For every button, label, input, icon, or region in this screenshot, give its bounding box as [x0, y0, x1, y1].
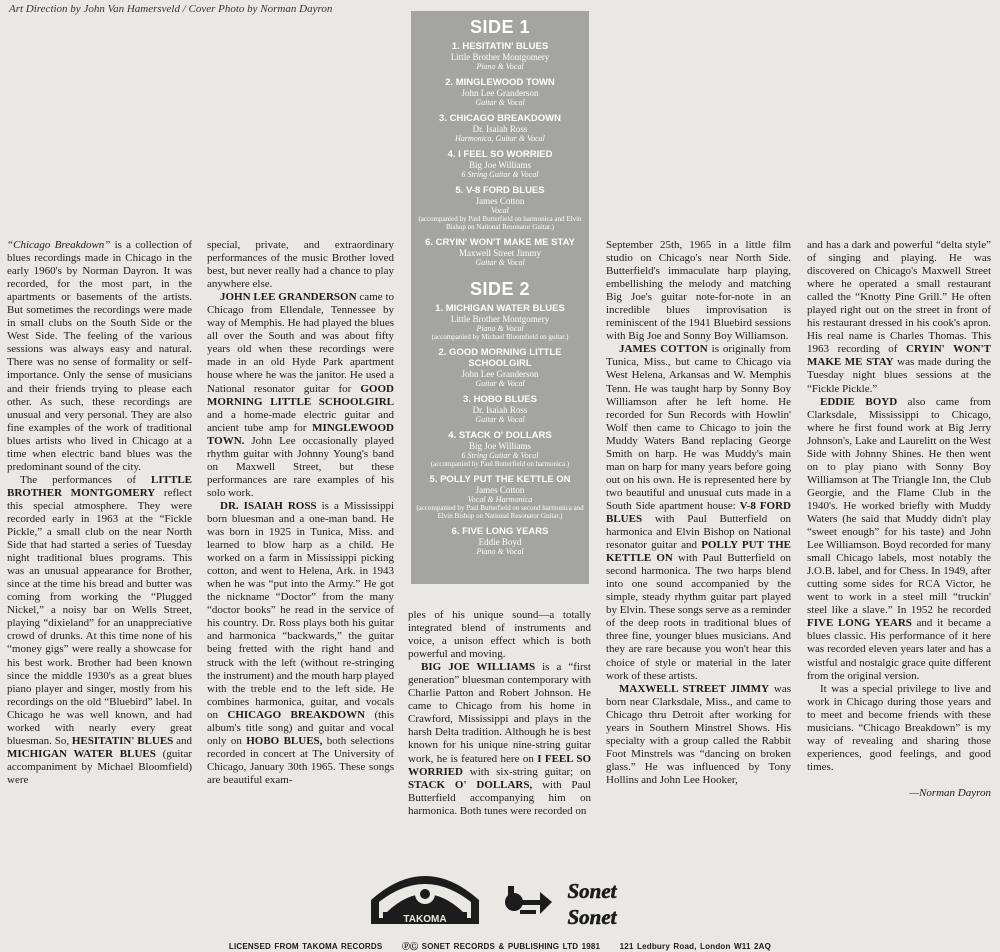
- track-item: [411, 347, 589, 388]
- track-instrument: Piano & Vocal: [476, 62, 524, 71]
- track-instrument: Guitar & Vocal: [475, 379, 525, 388]
- paragraph: MAXWELL STREET JIMMY was born near Clarksdale, Miss., and came to Chicago thru Detroit after working for years in Southern Minstrel Shows. His specialty with a group called the Rabbit Foot Minstrels was “dancing on broken glass.” He was influenced by Tony Hollins and John Lee Hooker,: [606, 682, 792, 786]
- track-instrument: Piano & Vocal: [476, 547, 524, 556]
- track-title: 4. STACK O' DOLLARS: [448, 430, 552, 441]
- track-note: (accompanied by Paul Butterfield on harmonica.): [430, 460, 570, 468]
- track-item: [411, 526, 589, 556]
- side-1-heading: SIDE 1: [469, 17, 531, 37]
- track-instrument: Guitar & Vocal: [475, 415, 525, 424]
- track-artist: Eddie Boyd: [478, 537, 522, 547]
- track-item: [411, 77, 589, 107]
- track-note: (accompanied by Michael Bloomfield on guitar.): [431, 333, 569, 341]
- sonet-wordmark: Sonet: [567, 905, 617, 929]
- track-title: 1. MICHIGAN WATER BLUES: [435, 303, 565, 314]
- track-artist: John Lee Granderson: [461, 369, 539, 379]
- track-item: [411, 474, 589, 520]
- track-title: 1. HESITATIN' BLUES: [451, 41, 549, 52]
- track-item: [411, 113, 589, 143]
- sonet-logo: [500, 876, 630, 932]
- takoma-logo: [365, 866, 485, 928]
- track-artist: Maxwell Street Jimmy: [459, 248, 541, 258]
- track-title: 5. POLLY PUT THE KETTLE ON: [429, 474, 571, 485]
- track-title: 3. HOBO BLUES: [463, 394, 537, 405]
- track-instrument: Guitar & Vocal: [475, 258, 525, 267]
- track-title: 4. I FEEL SO WORRIED: [447, 149, 553, 160]
- track-item: [411, 430, 589, 468]
- tracklist-panel: [411, 11, 589, 584]
- side-2-heading: SIDE 2: [469, 279, 531, 299]
- track-item: [411, 237, 589, 267]
- track-item: [411, 394, 589, 424]
- paragraph: It was a special privilege to live and work in Chicago during those years and to meet and become friends with these musicians. “Chicago Breakdown” is my way of revealing and sharing those experiences, good feelings, and good times.: [807, 682, 991, 773]
- paragraph: The performances of LITTLE BROTHER MONTGOMERY reflect this special atmosphere. They were recorded early in 1963 at the “Fickle Pickle,” a small club on the near North Side that had started a series of Tuesday night traditional blues programs. This was an unusual appearance for Brother, since at the time his bread and butter was coming from working the “Plugged Nickel,” a noisy bar on Wells Street, playing “dixieland” for an unappreciative crowd of drunks. At this time none of his “money gigs” were really a showcase for his best work. Brother had been known since the middle 1930's as a great blues piano player and singer, mostly from his recordings on the old “Bluebird” label. In Chicago he was well known, and had worked with nearly every great bluesman. So, HESITATIN' BLUES and MICHIGAN WATER BLUES (guitar accompaniment by Michael Bloomfield) were: [7, 473, 192, 786]
- track-item: [411, 303, 589, 341]
- sonet-wordmark: Sonet: [567, 879, 617, 903]
- art-credits: Art Direction by John Van Hamersveld / Cover Photo by Norman Dayron: [9, 3, 333, 15]
- track-artist: John Lee Granderson: [461, 88, 539, 98]
- track-instrument: Piano & Vocal: [476, 324, 524, 333]
- track-note: (accompanied by Paul Butterfield on second harmonica and Elvin Bishop on National Resonator Guitar.): [416, 504, 584, 520]
- liner-notes-column-5: [807, 239, 991, 800]
- track-item: [411, 41, 589, 71]
- paragraph: JAMES COTTON is originally from Tunica, Miss., but came to Chicago via West Helena, Arkansas and W. Memphis Tenn. He was taught harp by Sonny Boy Williamson after he left home. He recorded for Sun Records with Howlin' Wolf then came to Chicago to join the Muddy Waters Band replacing George Smith on harp. He was Muddy's main man on harp for many years before going out on his own. He is represented here by two beautiful and unusual cuts made in a South Side apartment house: V-8 FORD BLUES with Paul Butterfield on harmonica and Elvin Bishop on National resonator guitar and POLLY PUT THE KETTLE ON with Paul Butterfield on second harmonica. The two harps blend into one sound accompanied by the simple, steady rhythm guitar part played by Elvin. These songs serve as a reminder of the deep roots in traditional blues of three fine, younger blues musicians. And they are rare because you won't hear this choice of style or material in the later work of these artists.: [606, 343, 791, 682]
- track-instrument: Vocal & Harmonica: [467, 495, 533, 504]
- track-artist: Big Joe Williams: [469, 441, 531, 451]
- takoma-logo-text: TAKOMA: [403, 914, 447, 925]
- track-item: [411, 149, 589, 179]
- paragraph: and has a dark and powerful “delta style” of singing and playing. He was discovered on Chicago's Maxwell Street where he operated a small restaurant called the “Knotty Pine Grill.” He often played right out on the street in front of his restaurant dressed in his cook's apron. His real name is Charles Thomas. This 1963 recording of CRYIN' WON'T MAKE ME STAY was made during the Tuesday night blues sessions at the “Fickle Pickle.”: [807, 239, 992, 395]
- paragraph: DR. ISAIAH ROSS is a Mississippi born bluesman and a one-man band. He was born in 1925 in Tunica, Miss. and learned to blow harp as a child. He worked on a farm in Mississippi picking cotton, and went to Helena, Ark. in 1943 when he was “put into the Army.” He got the nickname “Doctor” from the many “doctor books” he read in the service of his country. Dr. Ross plays both his guitar and harmonica “backwards,” the guitar being fretted with the right hand and struck with the left (without re-stringing the instrument) and the mouth harp played with the treble end to the left side. He combines harmonica, guitar, and vocals on CHICAGO BREAKDOWN (this album's title song) and guitar and vocal only on HOBO BLUES, both selections recorded in concert at The University of Chicago, January 30th 1965. These songs are beautiful exam-: [207, 499, 395, 786]
- track-artist: James Cotton: [475, 485, 525, 495]
- track-artist: Dr. Isaiah Ross: [472, 124, 528, 134]
- track-instrument: 6 String Guitar & Vocal: [461, 451, 539, 460]
- liner-notes-column-2: [207, 239, 394, 787]
- track-artist: Little Brother Montgomery: [450, 314, 550, 324]
- paragraph: BIG JOE WILLIAMS is a “first generation” bluesman contemporary with Charlie Patton and Robert Johnson. He came to Chicago from his home in Crawford, Mississippi and plays in the harsh Delta tradition. Although he is best known for his unique nine-string guitar work, he is featured here on I FEEL SO WORRIED with six-string guitar; on STACK O' DOLLARS, with Paul Butterfield accompanying him on harmonica. Both tunes were recorded on: [408, 661, 591, 817]
- liner-notes-column-4: [606, 239, 791, 787]
- paragraph: EDDIE BOYD also came from Clarksdale, Mississippi to Chicago, where he first found work at Big Jerry Johnson's, Lake and Laurelitt on the West Side with Johnny Shines. He then went on to play piano with Sonny Boy Williamson at The Triangle Inn, the Club Georgie, and the Flame Club in the 1940's. He worked briefly with Muddy Waters (he said that Muddy didn't play “sweet enough” for his taste) and John Lee Williamson. Boyd recorded for many small Chicago labels, most notably the J.O.B. label, and for Chess. In 1949, after cutting some sides for RCA Victor, he went to work in a steel mill “truckin' steel like a slave.” In 1952 he recorded FIVE LONG YEARS and it became a blues classic. His performance of it here was recorded eleven years later and has a wistful and nostalgic grace quite different from the original version.: [807, 395, 991, 682]
- signature: —Norman Dayron: [909, 786, 991, 799]
- liner-notes-column-3: [408, 609, 591, 818]
- track-note: (accompanied by Paul Butterfield on harmonica and Elvin Bishop on National Resonator Guitar.): [418, 215, 582, 231]
- track-title: 6. FIVE LONG YEARS: [451, 526, 549, 537]
- track-title: 2. GOOD MORNING LITTLE SCHOOLGIRL: [438, 347, 562, 369]
- track-artist: James Cotton: [475, 196, 525, 206]
- paragraph: September 25th, 1965 in a little film studio on Chicago's near North Side. Butterfield's immaculate harp playing, embellishing the melody and matching Big Joe's guitar note-for-note in an incredible blues improvisation is reminiscent of the 1941 Bluebird sessions with Big Joe and Sonny Boy Williamson.: [606, 239, 791, 343]
- address-text: 121 Ledbury Road, London W11 2AQ: [619, 942, 772, 951]
- track-title: 3. CHICAGO BREAKDOWN: [439, 113, 561, 124]
- paragraph: JOHN LEE GRANDERSON came to Chicago from Ellendale, Tennessee by way of Memphis. He had played the blues all over the South and was about fifty years old when these recordings were made in an old Hyde Park apartment house where he was the janitor. He used a National resonator guitar for GOOD MORNING LITTLE SCHOOLGIRL and a home-made electric guitar and ancient tube amp for MINGLEWOOD TOWN. John Lee occasionally played rhythm guitar with Johnny Young's band on Maxwell Street, but these performances are rare examples of his solo work.: [207, 291, 394, 499]
- track-artist: Little Brother Montgomery: [450, 52, 550, 62]
- track-instrument: Vocal: [491, 206, 509, 215]
- track-artist: Dr. Isaiah Ross: [472, 405, 528, 415]
- side-2-tracks: [411, 303, 589, 556]
- track-instrument: Guitar & Vocal: [475, 98, 525, 107]
- copyright-text: ⓅⒸ SONET RECORDS & PUBLISHING LTD 1981: [401, 942, 601, 951]
- liner-notes-column-1: [7, 239, 192, 787]
- licensed-text: LICENSED FROM TAKOMA RECORDS: [228, 942, 383, 951]
- track-title: 6. CRYIN' WON'T MAKE ME STAY: [425, 237, 575, 248]
- paragraph: ples of his unique sound—a totally integrated blend of instruments and voice, a unison effect which is both powerful and moving.: [408, 609, 591, 661]
- paragraph: special, private, and extraordinary performances of the music Brother loved best, but never really had a chance to play anywhere else.: [207, 239, 394, 291]
- trumpet-icon: [505, 886, 552, 914]
- paragraph: “Chicago Breakdown” is a collection of blues recordings made in Chicago in the early 1960's by Norman Dayron. It was recorded, for the most part, in the apartments or basements of the artists. But sometimes the recordings were made in small clubs on the South Side or the West Side. The feeling of the various sessions was always easy and natural. There was no sense of formality or self-importance. Only the sense of musicians and their friends trying to please each other. As such, these recordings are unusual and very personal. They are also fine examples of the work of traditional blues artists who lived in Chicago at a time when electric band blues was the predominant sound of the city.: [7, 239, 192, 473]
- track-instrument: Harmonica, Guitar & Vocal: [455, 134, 545, 143]
- track-title: 2. MINGLEWOOD TOWN: [445, 77, 555, 88]
- track-instrument: 6 String Guitar & Vocal: [461, 170, 539, 179]
- footer: [0, 941, 1000, 952]
- track-title: 5. V-8 FORD BLUES: [455, 185, 545, 196]
- track-artist: Big Joe Williams: [469, 160, 531, 170]
- track-item: [411, 185, 589, 231]
- side-1-tracks: [411, 41, 589, 267]
